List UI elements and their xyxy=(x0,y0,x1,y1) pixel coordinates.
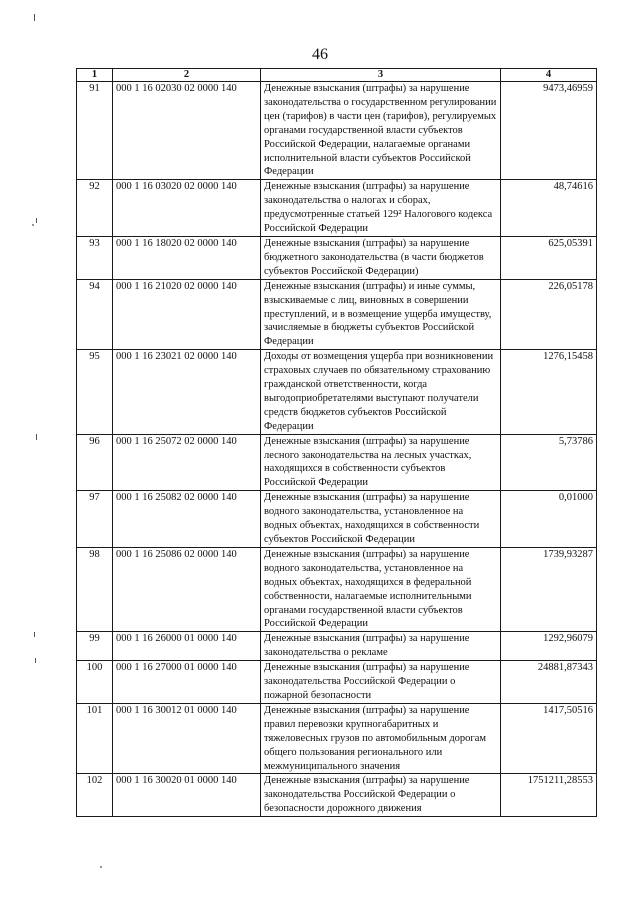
amount: 1276,15458 xyxy=(501,350,597,434)
budget-code: 000 1 16 25072 02 0000 140 xyxy=(113,434,261,491)
table-row xyxy=(77,180,597,237)
revenue-description: Денежные взыскания (штрафы) и иные суммы, взыскиваемые с лиц, виновных в совершении преступлений, и в возмещение ущерба имуществу, зачисляемые в бюджеты субъектов Российской Федерации xyxy=(261,279,501,350)
amount: 625,05391 xyxy=(501,236,597,279)
budget-code: 000 1 16 03020 02 0000 140 xyxy=(113,180,261,237)
amount: 1417,50516 xyxy=(501,703,597,774)
table-row xyxy=(77,661,597,704)
row-number: 92 xyxy=(77,180,113,237)
table-row xyxy=(77,703,597,774)
budget-code: 000 1 16 27000 01 0000 140 xyxy=(113,661,261,704)
amount: 1292,96079 xyxy=(501,632,597,661)
amount: 5,73786 xyxy=(501,434,597,491)
table-header-row xyxy=(77,69,597,82)
table-row xyxy=(77,547,597,631)
amount: 0,01000 xyxy=(501,491,597,548)
amount: 1739,93287 xyxy=(501,547,597,631)
row-number: 101 xyxy=(77,703,113,774)
row-number: 95 xyxy=(77,350,113,434)
budget-code: 000 1 16 02030 02 0000 140 xyxy=(113,82,261,180)
revenue-description: Денежные взыскания (штрафы) за нарушение правил перевозки крупногабаритных и тяжеловесных грузов по автомобильным дорогам общего пользования регионального или межмуниципального значения xyxy=(261,703,501,774)
budget-code: 000 1 16 25082 02 0000 140 xyxy=(113,491,261,548)
table-row xyxy=(77,350,597,434)
amount: 226,05178 xyxy=(501,279,597,350)
scan-mark xyxy=(36,434,37,440)
header-cell-1: 1 xyxy=(77,69,113,82)
row-number: 98 xyxy=(77,547,113,631)
header-cell-3: 3 xyxy=(261,69,501,82)
budget-code: 000 1 16 26000 01 0000 140 xyxy=(113,632,261,661)
budget-code: 000 1 16 21020 02 0000 140 xyxy=(113,279,261,350)
budget-code: 000 1 16 18020 02 0000 140 xyxy=(113,236,261,279)
row-number: 102 xyxy=(77,774,113,817)
header-cell-4: 4 xyxy=(501,69,597,82)
revenue-description: Доходы от возмещения ущерба при возникновении страховых случаев по обязательному страхованию гражданской ответственности, когда выгодоприобретателями выступают получатели средств бюджетов субъектов Российской Федерации xyxy=(261,350,501,434)
amount: 24881,87343 xyxy=(501,661,597,704)
budget-code: 000 1 16 30012 01 0000 140 xyxy=(113,703,261,774)
revenue-description: Денежные взыскания (штрафы) за нарушение законодательства Российской Федерации о безопасности дорожного движения xyxy=(261,774,501,817)
table-row xyxy=(77,632,597,661)
revenue-description: Денежные взыскания (штрафы) за нарушение лесного законодательства на лесных участках, находящихся в собственности субъектов Российской Федерации xyxy=(261,434,501,491)
row-number: 93 xyxy=(77,236,113,279)
scan-mark xyxy=(34,14,35,21)
row-number: 96 xyxy=(77,434,113,491)
budget-code: 000 1 16 25086 02 0000 140 xyxy=(113,547,261,631)
row-number: 97 xyxy=(77,491,113,548)
header-cell-2: 2 xyxy=(113,69,261,82)
table-row xyxy=(77,236,597,279)
scan-dot xyxy=(100,866,102,868)
budget-code: 000 1 16 23021 02 0000 140 xyxy=(113,350,261,434)
scan-mark xyxy=(34,632,35,637)
scan-dot xyxy=(32,224,34,226)
scan-mark xyxy=(36,218,37,223)
row-number: 99 xyxy=(77,632,113,661)
revenue-description: Денежные взыскания (штрафы) за нарушение законодательства о рекламе xyxy=(261,632,501,661)
scan-mark xyxy=(35,658,36,663)
revenue-description: Денежные взыскания (штрафы) за нарушение водного законодательства, установленное на водных объектах, находящихся в федеральной собственности, налагаемые исполнительными органами государственной власти субъектов Российской Федерации xyxy=(261,547,501,631)
table-row xyxy=(77,774,597,817)
table-row xyxy=(77,279,597,350)
row-number: 100 xyxy=(77,661,113,704)
amount: 48,74616 xyxy=(501,180,597,237)
amount: 1751211,28553 xyxy=(501,774,597,817)
revenue-description: Денежные взыскания (штрафы) за нарушение законодательства о налогах и сборах, предусмотренные статьей 129² Налогового кодекса Российской Федерации xyxy=(261,180,501,237)
page-number: 46 xyxy=(312,46,328,63)
amount: 9473,46959 xyxy=(501,82,597,180)
row-number: 94 xyxy=(77,279,113,350)
revenue-table xyxy=(76,68,597,817)
table-row xyxy=(77,82,597,180)
revenue-description: Денежные взыскания (штрафы) за нарушение бюджетного законодательства (в части бюджетов субъектов Российской Федерации) xyxy=(261,236,501,279)
revenue-description: Денежные взыскания (штрафы) за нарушение законодательства о государственном регулировании цен (тарифов) в части цен (тарифов), регулируемых органами государственной власти субъектов Российской Федерации, налагаемые органами исполнительной власти субъектов Российской Федерации xyxy=(261,82,501,180)
row-number: 91 xyxy=(77,82,113,180)
table-row xyxy=(77,434,597,491)
revenue-description: Денежные взыскания (штрафы) за нарушение водного законодательства, установленное на водных объектах, находящихся в собственности субъектов Российской Федерации xyxy=(261,491,501,548)
budget-code: 000 1 16 30020 01 0000 140 xyxy=(113,774,261,817)
table-row xyxy=(77,491,597,548)
revenue-description: Денежные взыскания (штрафы) за нарушение законодательства Российской Федерации о пожарной безопасности xyxy=(261,661,501,704)
